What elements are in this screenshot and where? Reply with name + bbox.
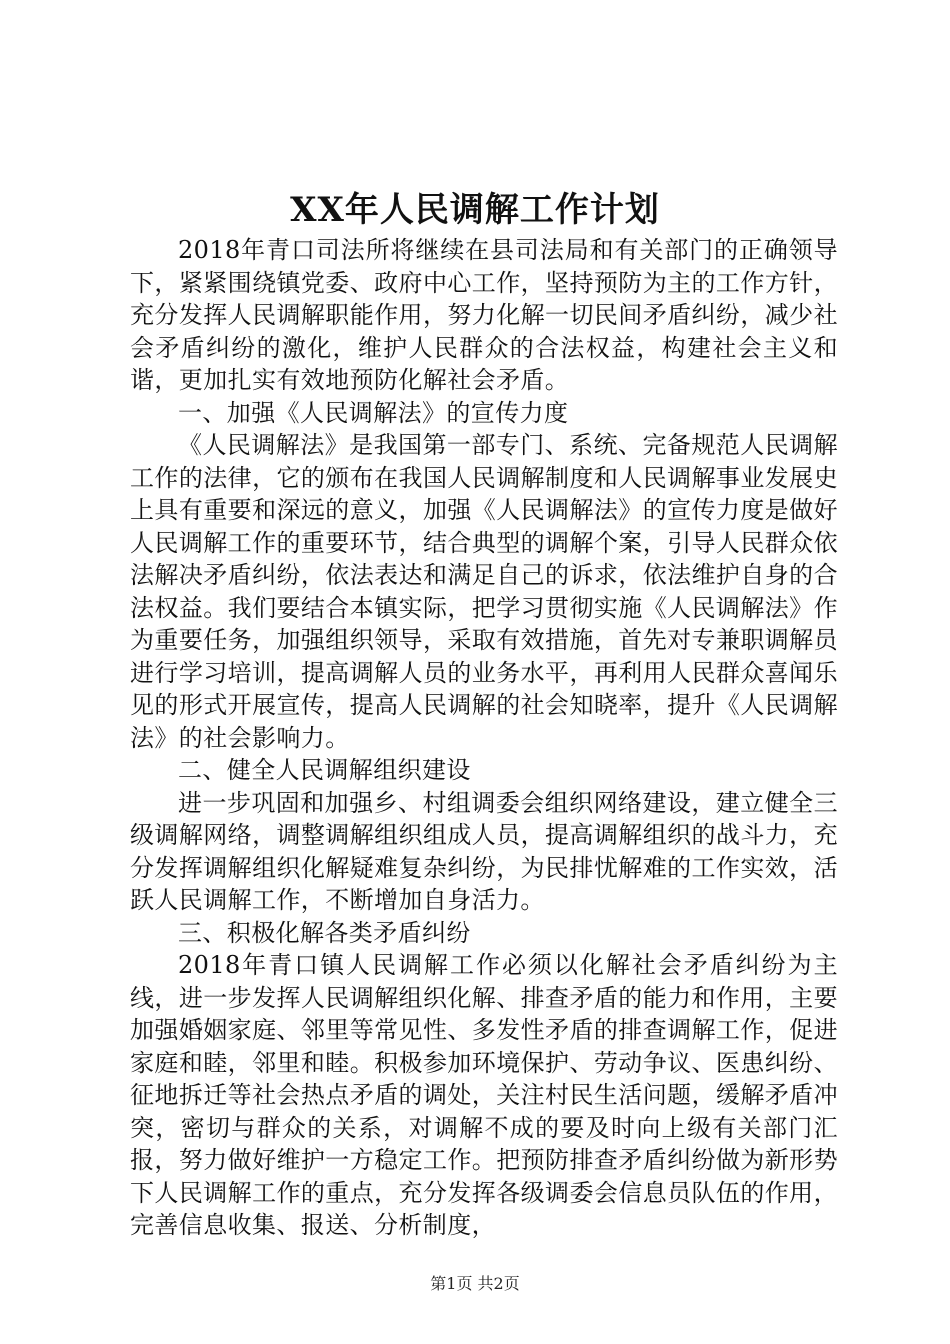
page-footer: 第1页 共2页: [430, 1274, 520, 1293]
intro-paragraph: 2018年青口司法所将继续在县司法局和有关部门的正确领导下，紧紧围绕镇党委、政府中心工作，坚持预防为主的工作方针，充分发挥人民调解职能作用，努力化解一切民间矛盾纠纷，减少社会矛盾纠纷的激化，维护人民群众的合法权益，构建社会主义和谐，更加扎实有效地预防化解社会矛盾。: [130, 236, 838, 394]
section-heading-1: 一、加强《人民调解法》的宣传力度: [178, 398, 569, 427]
section-paragraph-3: 2018年青口镇人民调解工作必须以化解社会矛盾纠纷为主线，进一步发挥人民调解组织化解、排查矛盾的能力和作用，主要加强婚姻家庭、邻里等常见性、多发性矛盾的排查调解工作，促进家庭和睦，邻里和睦。积极参加环境保护、劳动争议、医患纠纷、征地拆迁等社会热点矛盾的调处，关注村民生活问题，缓解矛盾冲突，密切与群众的关系，对调解不成的要及时向上级有关部门汇报，努力做好维护一方稳定工作。把预防排查矛盾纠纷做为新形势下人民调解工作的重点，充分发挥各级调委会信息员队伍的作用，完善信息收集、报送、分析制度，: [130, 951, 838, 1239]
section-paragraph-2: 进一步巩固和加强乡、村组调委会组织网络建设，建立健全三级调解网络，调整调解组织组成人员，提高调解组织的战斗力，充分发挥调解组织化解疑难复杂纠纷，为民排忧解难的工作实效，活跃人民调解工作，不断增加自身活力。: [130, 788, 838, 914]
section-heading-2: 二、健全人民调解组织建设: [178, 756, 471, 784]
document-body: [130, 234, 838, 1242]
section-paragraph-1: 《人民调解法》是我国第一部专门、系统、完备规范人民调解工作的法律，它的颁布在我国人民调解制度和人民调解事业发展史上具有重要和深远的意义，加强《人民调解法》的宣传力度是做好人民调解工作的重要环节，结合典型的调解个案，引导人民群众依法解决矛盾纠纷，依法表达和满足自己的诉求，依法维护自身的合法权益。我们要结合本镇实际，把学习贯彻实施《人民调解法》作为重要任务，加强组织领导，采取有效措施，首先对专兼职调解员进行学习培训，提高调解人员的业务水平，再利用人民群众喜闻乐见的形式开展宣传，提高人民调解的社会知晓率，提升《人民调解法》的社会影响力。: [130, 431, 838, 752]
section-heading-3: 三、积极化解各类矛盾纠纷: [178, 918, 471, 947]
document-title: XX年人民调解工作计划: [290, 190, 660, 230]
